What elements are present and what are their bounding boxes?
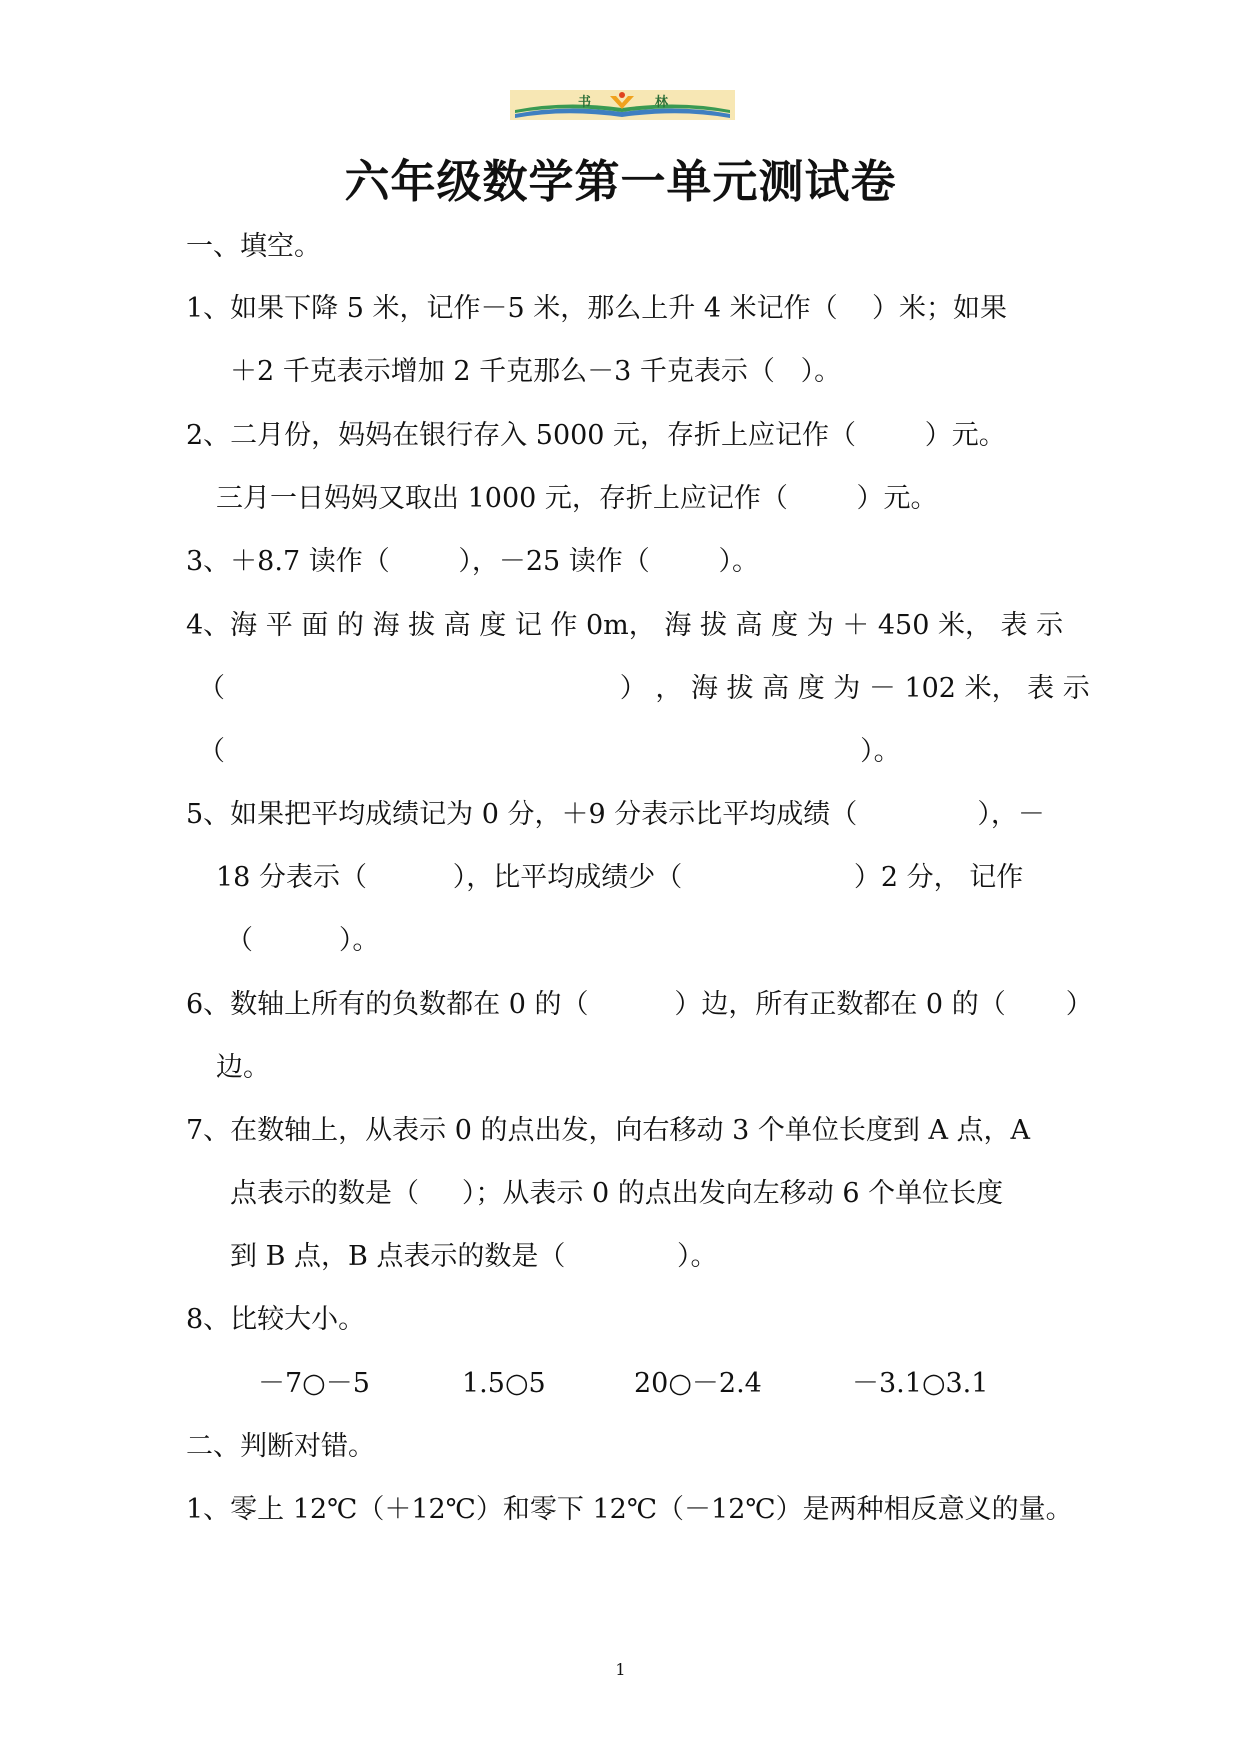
page-title: 六年级数学第一单元测试卷 xyxy=(344,155,897,208)
question-5-line-3: （ ）。 xyxy=(226,925,380,956)
bookstore-logo xyxy=(510,90,735,120)
question-7-line-2: 点表示的数是（ ）；从表示 0 的点出发向左移动 6 个单位长度 xyxy=(230,1178,1004,1209)
question-5-line-1: 5、如果把平均成绩记为 0 分，＋9 分表示比平均成绩（ ），－ xyxy=(186,799,1045,830)
section-heading-true-false: 二、判断对错。 xyxy=(186,1431,375,1462)
question-1-line-2: ＋2 千克表示增加 2 千克那么－3 千克表示（ ）。 xyxy=(230,356,842,387)
question-6-line-1: 6、数轴上所有的负数都在 0 的（ ）边，所有正数都在 0 的（ ） xyxy=(186,989,1093,1020)
compare-item: 1.5○5 xyxy=(462,1368,546,1399)
question-4-line-3: （ ）。 xyxy=(198,736,901,767)
question-6-line-2: 边。 xyxy=(216,1052,270,1083)
question-2-line-2: 三月一日妈妈又取出 1000 元，存折上应记作（ ）元。 xyxy=(216,483,938,514)
question-5-line-2: 18 分表示（ ），比平均成绩少（ ）2 分， 记作 xyxy=(216,862,1024,893)
question-1-line-1: 1、如果下降 5 米，记作－5 米，那么上升 4 米记作（ ）米；如果 xyxy=(186,293,1007,324)
question-4-line-1: 4、海 平 面 的 海 拔 高 度 记 作 0m， 海 拔 高 度 为 ＋ 450 米， 表 示 xyxy=(186,610,1064,641)
compare-item: －7○－5 xyxy=(258,1368,370,1399)
logo-char-2: 林 xyxy=(655,95,669,110)
logo-char-1: 书 xyxy=(578,95,592,110)
compare-item: 20○－2.4 xyxy=(634,1368,762,1399)
true-false-question-1: 1、零上 12℃（＋12℃）和零下 12℃（－12℃）是两种相反意义的量。 xyxy=(186,1494,1073,1525)
compare-item: －3.1○3.1 xyxy=(852,1368,989,1399)
question-3: 3、＋8.7 读作（ ），－25 读作（ ）。 xyxy=(186,546,759,577)
section-heading-fill-blank: 一、填空。 xyxy=(186,231,321,262)
question-4-line-2: （ ） ， 海 拔 高 度 为 － 102 米， 表 示 xyxy=(198,673,1090,704)
question-8: 8、比较大小。 xyxy=(186,1304,366,1335)
question-2-line-1: 2、二月份，妈妈在银行存入 5000 元，存折上应记作（ ）元。 xyxy=(186,420,1006,451)
page-number: 1 xyxy=(615,1660,626,1679)
question-7-line-1: 7、在数轴上，从表示 0 的点出发，向右移动 3 个单位长度到 A 点，A xyxy=(186,1115,1031,1146)
question-7-line-3: 到 B 点，B 点表示的数是（ ）。 xyxy=(230,1241,718,1272)
